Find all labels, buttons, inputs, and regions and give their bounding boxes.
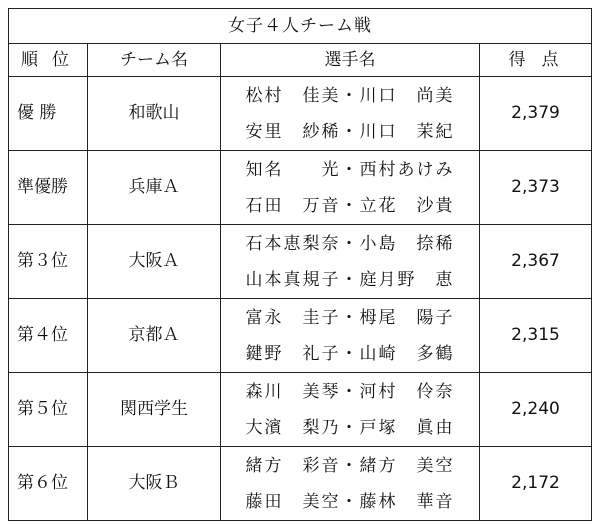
team-cell: 大阪Ｂ xyxy=(88,447,221,521)
table-row xyxy=(9,151,592,225)
player-pair: 松村 佳美・川口 尚美 xyxy=(245,85,455,106)
player-pair: 藤田 美空・藤林 華音 xyxy=(245,491,455,512)
player-pair: 大濱 梨乃・戸塚 眞由 xyxy=(245,417,455,438)
player-pair: 山本真規子・庭月野 恵 xyxy=(245,269,455,290)
players-cell xyxy=(221,151,480,225)
players-cell xyxy=(221,225,480,299)
rank-cell: 第６位 xyxy=(9,447,88,521)
results-table xyxy=(8,8,592,521)
team-cell: 和歌山 xyxy=(88,77,221,151)
title-row xyxy=(9,9,592,44)
team-cell: 関西学生 xyxy=(88,373,221,447)
header-rank: 順位 xyxy=(9,44,88,77)
table-row xyxy=(9,447,592,521)
team-cell: 兵庫Ａ xyxy=(88,151,221,225)
player-pair: 石田 万音・立花 沙貴 xyxy=(245,195,455,216)
header-players: 選手名 xyxy=(221,44,480,77)
rank-cell: 第５位 xyxy=(9,373,88,447)
rank-cell: 第３位 xyxy=(9,225,88,299)
score-cell: 2,172 xyxy=(480,447,592,521)
score-cell: 2,373 xyxy=(480,151,592,225)
table-row xyxy=(9,77,592,151)
player-pair: 緒方 彩音・緒方 美空 xyxy=(245,455,455,476)
table-title: 女子４人チーム戦 xyxy=(9,9,592,44)
rank-cell: 第４位 xyxy=(9,299,88,373)
table-row xyxy=(9,299,592,373)
players-cell xyxy=(221,77,480,151)
header-row xyxy=(9,44,592,77)
player-pair: 知名 光・西村あけみ xyxy=(245,159,455,180)
score-cell: 2,315 xyxy=(480,299,592,373)
score-cell: 2,379 xyxy=(480,77,592,151)
score-cell: 2,367 xyxy=(480,225,592,299)
rank-cell: 優 勝 xyxy=(9,77,88,151)
table-row xyxy=(9,225,592,299)
rank-cell: 準優勝 xyxy=(9,151,88,225)
players-cell xyxy=(221,373,480,447)
team-cell: 大阪Ａ xyxy=(88,225,221,299)
player-pair: 森川 美琴・河村 伶奈 xyxy=(245,381,455,402)
player-pair: 富永 圭子・栂尾 陽子 xyxy=(245,307,455,328)
header-team: チーム名 xyxy=(88,44,221,77)
players-cell xyxy=(221,299,480,373)
player-pair: 鍵野 礼子・山崎 多鶴 xyxy=(245,343,455,364)
player-pair: 安里 紗稀・川口 茉紀 xyxy=(245,121,455,142)
header-score: 得点 xyxy=(480,44,592,77)
players-cell xyxy=(221,447,480,521)
score-cell: 2,240 xyxy=(480,373,592,447)
table-row xyxy=(9,373,592,447)
player-pair: 石本恵梨奈・小島 捺稀 xyxy=(245,233,455,254)
team-cell: 京都Ａ xyxy=(88,299,221,373)
